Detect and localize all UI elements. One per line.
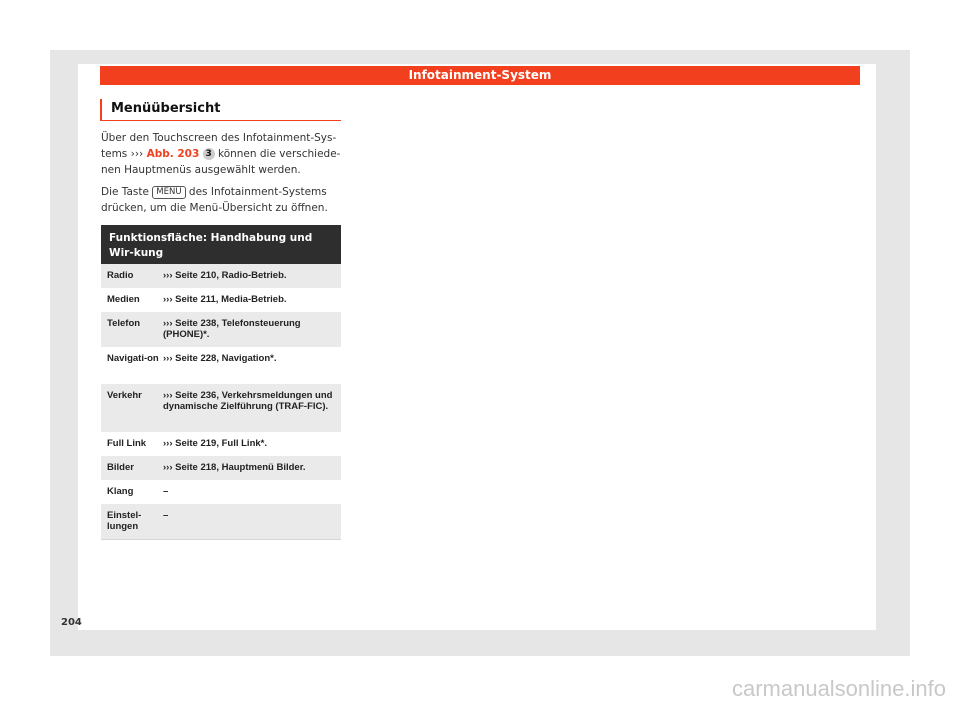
row-reference-link[interactable]: ››› Seite 211, Media-Betrieb.: [163, 294, 287, 305]
row-label: Bilder: [107, 462, 134, 473]
table-row: [101, 312, 341, 347]
row-label: Radio: [107, 270, 134, 281]
intro-paragraph-2: [101, 184, 351, 216]
chapter-header: Infotainment-System: [100, 66, 860, 85]
row-label: Telefon: [107, 318, 141, 329]
intro-text-b: können die verschiede-nen Hauptmenüs ausgewählt werden.: [101, 148, 341, 176]
row-label: Navigati-on: [107, 353, 159, 364]
intro-paragraph-1: [101, 130, 351, 178]
table-row: [101, 456, 341, 480]
row-value: –: [163, 486, 169, 497]
table-row: [101, 347, 341, 384]
callout-number: 3: [203, 148, 215, 160]
row-reference-link[interactable]: ››› Seite 236, Verkehrsmeldungen und dynamische Zielführung (TRAF-FIC).: [163, 390, 333, 412]
table-row: [101, 264, 341, 288]
row-reference-link[interactable]: ››› Seite 219, Full Link*.: [163, 438, 267, 449]
reference-arrow: ›››: [130, 148, 144, 160]
row-label: Einstel-lungen: [107, 510, 142, 532]
intro2-text-a: Die Taste: [101, 186, 153, 198]
table-row: [101, 480, 341, 504]
watermark: carmanualsonline.info: [731, 676, 946, 701]
row-value: –: [163, 510, 169, 521]
table-row: [101, 504, 341, 539]
menu-key-label: MENU: [152, 186, 185, 199]
row-reference-link[interactable]: ››› Seite 210, Radio-Betrieb.: [163, 270, 287, 281]
figure-link[interactable]: Abb. 203: [146, 148, 200, 160]
row-label: Verkehr: [107, 390, 142, 401]
table-row: [101, 432, 341, 456]
row-label: Medien: [107, 294, 140, 305]
function-table: [101, 225, 341, 540]
table-header: Funktionsfläche: Handhabung und Wir-kung: [101, 225, 341, 264]
row-reference-link[interactable]: ››› Seite 228, Navigation*.: [163, 353, 277, 364]
row-label: Full Link: [107, 438, 147, 449]
table-row: [101, 384, 341, 432]
row-label: Klang: [107, 486, 134, 497]
table-row: [101, 288, 341, 312]
page-number: 204: [61, 617, 82, 628]
intro-text-a: Über den Touchscreen des Infotainment-Sys-tems: [101, 132, 337, 160]
intro2-text-b: des Infotainment-Systems drücken, um die Menü-Übersicht zu öffnen.: [101, 186, 328, 214]
section-title: Menüübersicht: [100, 99, 341, 121]
row-reference-link[interactable]: ››› Seite 238, Telefonsteuerung (PHONE)*.: [163, 318, 301, 340]
row-reference-link[interactable]: ››› Seite 218, Hauptmenü Bilder.: [163, 462, 306, 473]
